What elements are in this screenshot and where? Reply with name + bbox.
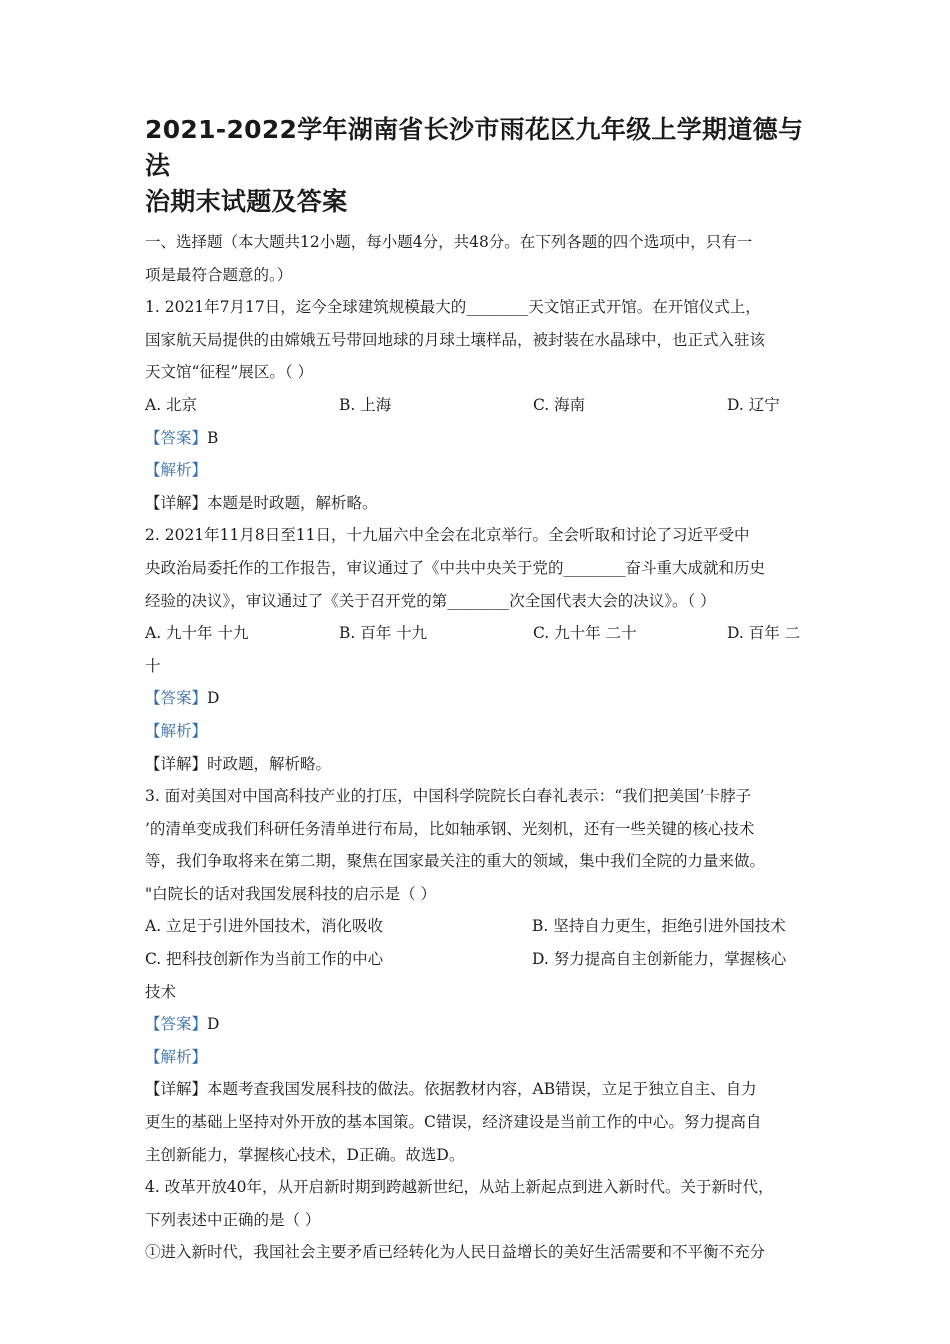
question-2-line-3: 经验的决议》，审议通过了《关于召开党的第________次全国代表大会的决议》。（ ）	[145, 591, 716, 610]
question-4-line-2: 下列表述中正确的是（ ）	[145, 1210, 321, 1229]
analysis-tag: 【解析】	[145, 721, 208, 740]
question-1-line-1: 1. 2021年7月17日，迄今全球建筑规模最大的________天文馆正式开馆。在开馆仪式上，	[145, 298, 761, 317]
answer-line	[145, 682, 810, 715]
analysis-tag: 【解析】	[145, 1047, 208, 1066]
detail-line-3: 主创新能力，掌握核心技术，D正确。故选D。	[145, 1145, 465, 1164]
detail-tag: 【详解】	[145, 1080, 208, 1099]
question-3-line-2: ’的清单变成我们科研任务清单进行布局，比如轴承钢、光刻机，还有一些关键的核心技术	[145, 819, 755, 838]
option-c: C. 把科技创新作为当前工作的中心	[145, 950, 384, 969]
title-line-2: 治期末试题及答案	[145, 187, 348, 216]
answer-tag: 【答案】	[145, 1015, 208, 1034]
option-b: B. 坚持自力更生，拒绝引进外国技术	[532, 917, 786, 936]
document-title	[145, 112, 810, 220]
question-4	[145, 1171, 810, 1269]
option-b: B. 百年 十九	[339, 624, 428, 643]
detail-tag: 【详解】	[145, 754, 208, 773]
option-d: D. 辽宁	[727, 395, 780, 414]
answer-line	[145, 1008, 810, 1041]
detail-line	[145, 748, 810, 781]
option-b: B. 上海	[339, 395, 392, 414]
detail-text: 本题是时政题，解析略。	[207, 493, 378, 512]
analysis-line	[145, 715, 810, 748]
question-3-line-1: 3. 面对美国对中国高科技产业的打压，中国科学院院长白春礼表示：“我们把美国’卡脖子	[145, 787, 752, 806]
question-4-line-1: 4. 改革开放40年，从开启新时期到跨越新世纪，从站上新起点到进入新时代。关于新时代，	[145, 1178, 774, 1197]
section-heading-line-1: 一、选择题（本大题共12小题，每小题4分，共48分。在下列各题的四个选项中，只有一	[145, 233, 753, 251]
answer-line	[145, 422, 810, 455]
title-line-1: 2021-2022学年湖南省长沙市雨花区九年级上学期道德与法	[145, 115, 804, 180]
question-3-line-3: 等，我们争取将来在第二期，聚焦在国家最关注的重大的领域，集中我们全院的力量来做。	[145, 852, 766, 871]
option-continuation: 十	[145, 656, 161, 675]
option-d: D. 努力提高自主创新能力，掌握核心	[532, 950, 787, 969]
document-content	[145, 112, 810, 1269]
question-3-options-row-1	[145, 910, 810, 943]
question-1-options	[145, 389, 810, 422]
option-c: C. 九十年 二十	[533, 624, 637, 643]
option-continuation: 技术	[145, 982, 177, 1001]
option-a: A. 立足于引进外国技术，消化吸收	[145, 917, 384, 936]
option-a: A. 北京	[145, 395, 198, 414]
detail-line-1	[145, 1073, 810, 1106]
answer-value: D	[207, 1015, 220, 1034]
question-2-line-1: 2. 2021年11月8日至11日，十九届六中全会在北京举行。全会听取和讨论了习近平受中	[145, 526, 750, 545]
question-3-line-4: "白院长的话对我国发展科技的启示是（ ）	[145, 884, 437, 903]
question-2-line-2: 央政治局委托作的工作报告，审议通过了《中共中央关于党的________奋斗重大成就和历史	[145, 558, 766, 577]
question-3	[145, 780, 810, 1171]
option-c: C. 海南	[533, 395, 586, 414]
question-1-line-2: 国家航天局提供的由嫦娥五号带回地球的月球土壤样品，被封装在水晶球中，也正式入驻该	[145, 330, 766, 349]
detail-line	[145, 487, 810, 520]
section-heading-line-2: 项是最符合题意的。）	[145, 265, 293, 284]
question-3-options-row-2	[145, 943, 810, 976]
answer-tag: 【答案】	[145, 689, 208, 708]
analysis-line	[145, 454, 810, 487]
answer-value: B	[207, 428, 219, 447]
question-1	[145, 291, 810, 519]
answer-tag: 【答案】	[145, 428, 208, 447]
detail-text: 时政题，解析略。	[207, 754, 332, 773]
question-2	[145, 519, 810, 780]
analysis-line	[145, 1041, 810, 1074]
detail-text: 本题考查我国发展科技的做法。依据教材内容，AB错误，立足于独立自主、自力	[207, 1080, 757, 1099]
answer-value: D	[207, 689, 220, 708]
question-1-line-3: 天文馆“征程”展区。（ ）	[145, 363, 314, 382]
detail-tag: 【详解】	[145, 493, 208, 512]
question-4-line-3: ①进入新时代，我国社会主要矛盾已经转化为人民日益增长的美好生活需要和不平衡不充分	[145, 1243, 766, 1262]
option-a: A. 九十年 十九	[145, 624, 249, 643]
option-d: D. 百年 二	[727, 624, 801, 643]
question-2-options	[145, 617, 810, 650]
analysis-tag: 【解析】	[145, 461, 208, 480]
detail-line-2: 更生的基础上坚持对外开放的基本国策。C错误，经济建设是当前工作的中心。努力提高自	[145, 1113, 762, 1132]
